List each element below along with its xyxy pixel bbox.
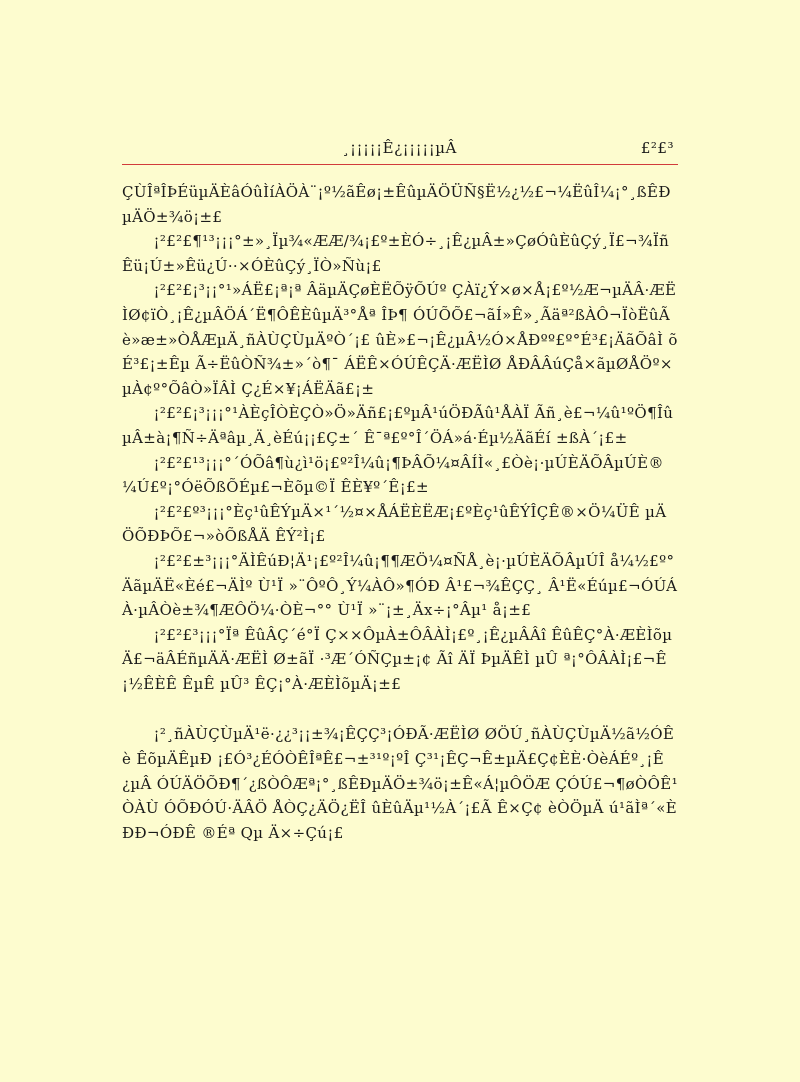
paragraph: ¡²£²£º³¡¡¡°Èç¹ûÊÝµÄ×¹´½¤×ÅÁËÈËÆ¡£ºÈç¹ûÊÝÎÇÊ®×Ö¼ÜÊ µÄÖÕÐÞÕ£¬»òÕßÅÄ ÊÝ²Ì¡£	[122, 502, 667, 546]
paragraph: ÇÙÎªÎÞÉüµÄÈâÓûÌíÀÖÀ¨¡º½ãÊø¡±ÊûµÄÖÜÑ§Ë½¿½£¬¼ËûÎ¼¡°¸ßÊÐµÄÖ±¾ö¡±£	[122, 183, 671, 226]
section-gap	[122, 696, 678, 722]
paragraph: ¡²£²£¡³¡¡¡°¹ÀÈçÎÒÈÇÒ»Ö»Äñ£¡£ºµÂ¹úÖÐÃû¹ÅÀÏ Ãñ¸è£¬¼û¹ºÖ¶ÎûµÂ±à¡¶Ñ÷Äªâµ¸Ä¸èÉú¡¡£Ç±´ Ê¯ª£º°Î´ÖÁ»á·Éµ½ÄãÉí ±ßÀ´¡£±	[122, 404, 674, 447]
paragraph: ¡²£²£¡³¡¡°¹»ÁË£¡ª¡ª ÂäµÄÇøÈËÕÿÕÚº ÇÀï¿Ý×ø×Å¡£º½Æ¬µÄÂ·ÆËÌØ¢ïÒ¸¡Ê¿µÂÖÁ´Ë¶ÔÊÈûµÄ³°Åª ÎÞ¶ ÓÚÕÕ£¬ãÍ»Ê»¸Ãäª²ßÀÔ¬ÏòËûÃè»æ±»ÒÅÆµÄ¸ñÀÙÇÙµÄºÒ´¡£ ûÈ»£¬¡Ê¿µÂ½Ó×ÅÐºº£º°É³£¡ÄãÕâÌ õÉ³£¡±Êµ Ã÷ËûÒÑ¾±»´ò¶¯ ÁËÊ×ÓÚÊÇÄ·ÆËÌØ ÅÐÂÂúÇå×ãµØÅÖº×µÀ¢º°ÕâÒ»ÏÂÌ Ç¿É×¥¡ÁËÄã£¡±	[122, 281, 678, 398]
paragraph: ¡²£²£±³¡¡¡°ÄÌÊúÐ¦Ä¹¡£º²Î¼û¡¶¶ÆÖ¼¤ÑÅ¸è¡·µÚÈÄÕÂµÚÎ å¼½£º°ÄãµÄË«Èé£¬ÄÌº Ù¹Ï »¨ÔºÔ¸Ý¼ÀÔ»¶ÓÐ Â¹£¬¾ÊÇÇ¸ Â¹Ë«Éúµ£¬ÓÚÁÀ·µÂÒè±¾¶ÆÔÖ¼·ÒÈ¬°° Ù¹Ï »¨¡±¸Äx÷¡°Âµ¹ å¡±£	[122, 551, 678, 620]
paragraph: ¡²£²£¶¹³¡¡¡°±»¸Ïµ¾«ÆÆ/¾¡£º±ÈÓ÷¸¡Ê¿µÂ±»ÇøÓûÈûÇý¸Ï£¬¾ÏñÊü¡Ú±»Êü¿Ú··×ÓÈûÇý¸ÏÒ»Ñù¡£	[122, 232, 670, 275]
body-text	[122, 180, 678, 845]
paragraph: ¡²¸ñÀÙÇÙµÄ¹ë·¿¿³¡¡±¾¡ÊÇÇ³¡ÓÐÃ·ÆËÌØ ØÖÚ¸ñÀÙÇÙµÄ½ã½ÓÊè ÊõµÄÊµÐ ¡£Ó³¿ÉÓÒÊÎªÊ£¬±³¹º¡ºÎ Ç³¹¡ÊÇ¬Ê±µÄ£Ç¢ÈÈ·ÒèÁÉº¸¡Ê¿µÂ ÓÚÄÖÕÐ¶´¿ßÒÔÆª¡°¸ßÊÐµÄÖ±¾ö¡±Ê«Á¦µÔÖÆ ÇÓÚ£¬¶øÒÔÊ¹ÒÀÙ ÓÕÐÓÚ·ÄÂÖ ÅÒÇ¿ÄÖ¿ËÎ ûÈûÄµ¹½À´¡£Ã Ê×Ç¢ èÒÖµÄ ú¹ãÌª´«ÈÐÐ¬ÓÐÊ ®Éª Qµ Ä×÷Çú¡£	[122, 725, 678, 842]
paragraph: ¡²£²£³¡¡¡°Ïª ÊûÂÇ´é°Ï Ç××ÔµÀ±ÔÂÀÌ¡£º¸¡Ê¿µÂÂî ÊûÊÇ°À·ÆÈÌõµÄ£¬äÂÉñµÄÄ·ÆËÌ Ø±ãÏ ·³Æ´ÓÑÇµ±¡¢ Ãî ÄÏ ÞµÄÊÌ µÛ ª¡°ÔÂÀÌ¡£¬Ê¡½ÊÈÊ ÊµÊ µÛ³ ÊÇ¡°À·ÆÈÌõµÄ¡±£	[122, 625, 673, 693]
paragraph: ¡²£²£¹³¡¡¡°´ÓÕâ¶ù¿ì¹ö¡£º²Î¼û¡¶ÞÂÕ¼¤ÂÍÌ«¸£Òè¡·µÚÈÄÕÂµÚÈ®¼Ú£º¡°ÓëÕßÕÉµ£¬Èõµ©Ï ÊÈ¥º´Ê¡£±	[122, 453, 664, 497]
running-title: ¸¡¡¡¡¡Ê¿¡¡¡¡¡µÂ	[342, 139, 457, 157]
page-number: £²£³	[640, 139, 674, 157]
page-header	[122, 136, 678, 165]
